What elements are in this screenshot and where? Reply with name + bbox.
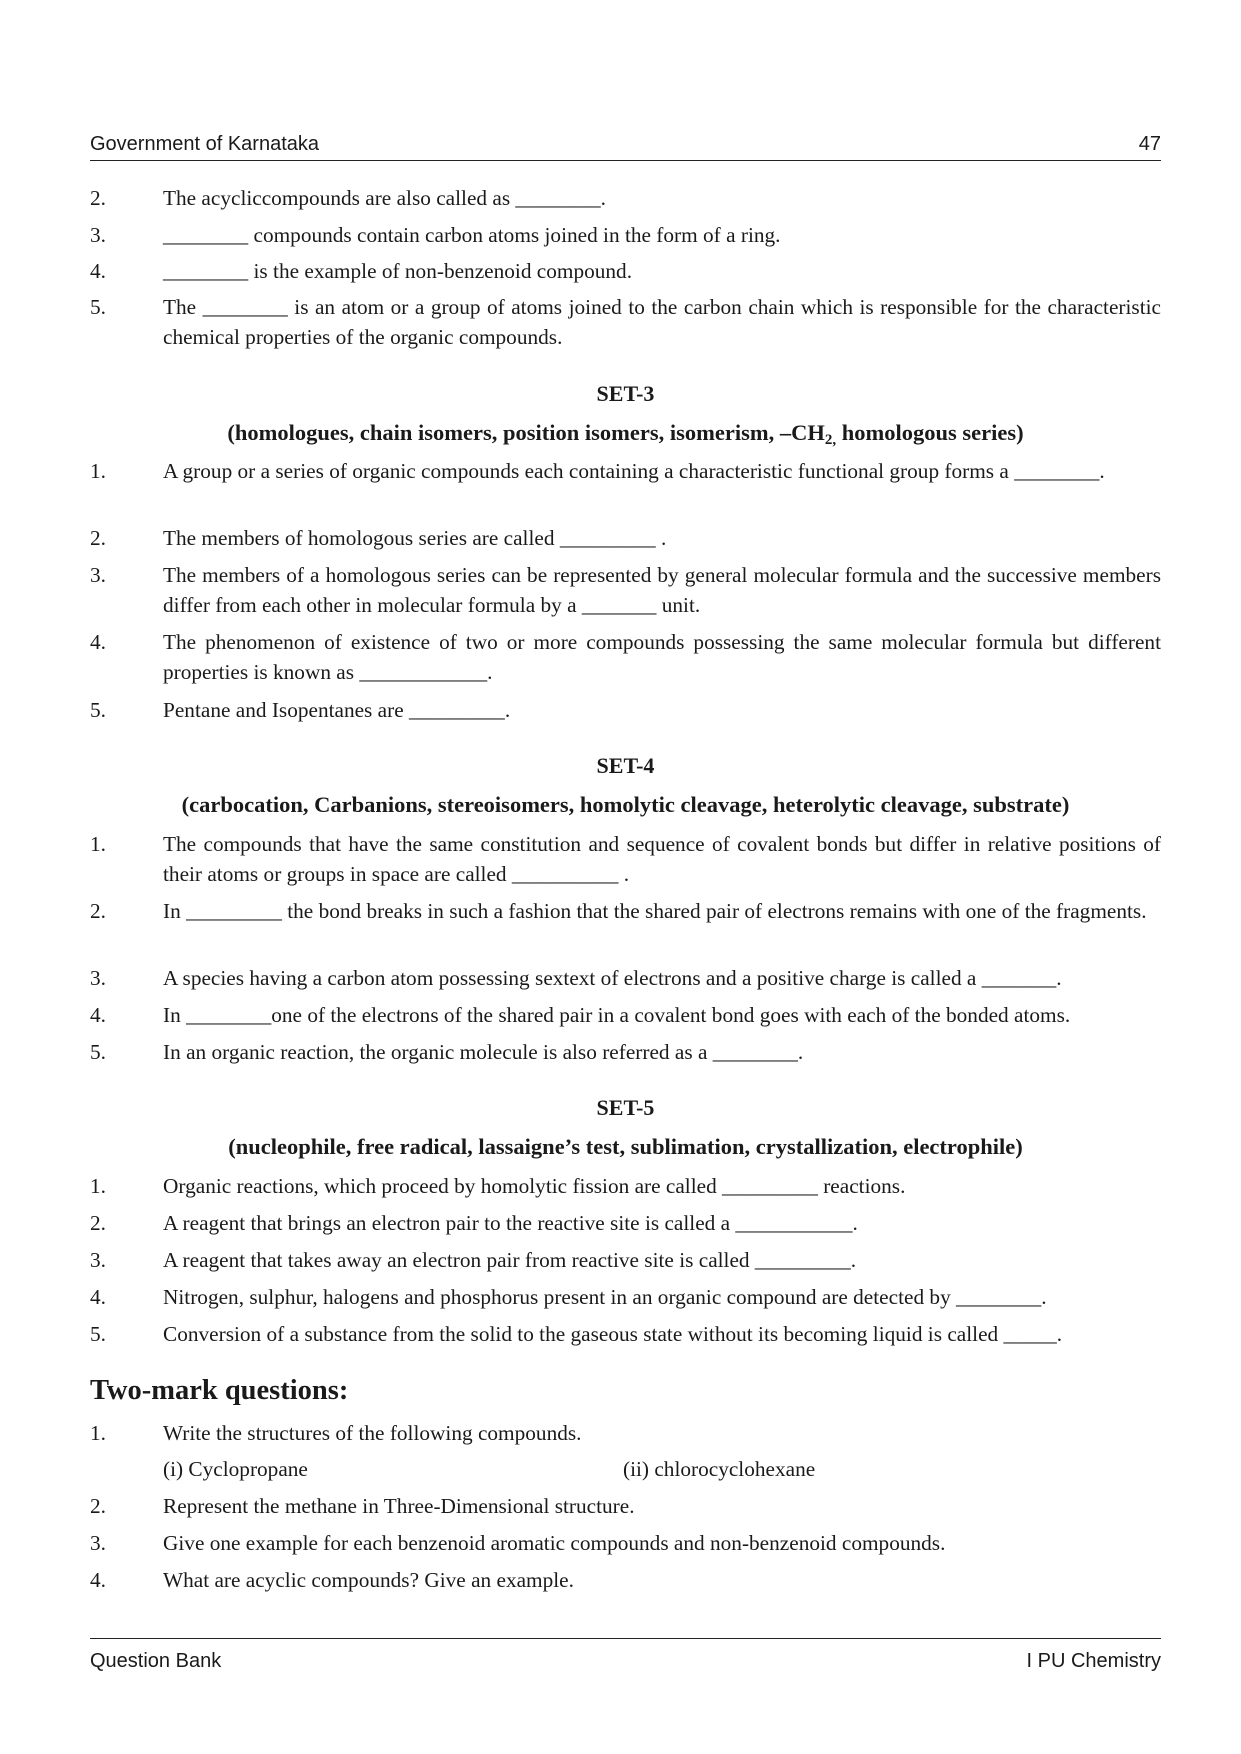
question-item: [90, 1565, 1161, 1595]
footer-right: I PU Chemistry: [1026, 1650, 1161, 1672]
question-number: 1.: [90, 1174, 106, 1198]
question-item: [90, 292, 1161, 352]
question-number: 5.: [90, 698, 106, 722]
question-number: 2.: [90, 1211, 106, 1235]
question-text: In ________one of the electrons of the shared pair in a covalent bond goes with each of the bonded atoms.: [163, 1003, 1071, 1027]
question-item: [90, 220, 1161, 250]
question-number: 4.: [90, 1285, 106, 1309]
question-text: The members of homologous series are called _________ .: [163, 526, 667, 550]
set4-title: SET-4: [596, 753, 655, 778]
option-i: (i) Cyclopropane: [163, 1457, 308, 1481]
question-number: 2.: [90, 899, 106, 923]
question-number: 4.: [90, 1003, 106, 1027]
question-item: [90, 1037, 1161, 1067]
set3-title: SET-3: [596, 381, 655, 406]
question-text: The compounds that have the same constitution and sequence of covalent bonds but differ in relative positions of their atoms or groups in space are called __________ .: [163, 832, 1161, 886]
question-number: 3.: [90, 223, 106, 247]
question-item: [90, 1491, 1161, 1521]
question-text: Nitrogen, sulphur, halogens and phosphorus present in an organic compound are detected by ________.: [163, 1285, 1047, 1309]
question-text: Conversion of a substance from the solid to the gaseous state without its becoming liquid is called _____.: [163, 1322, 1063, 1346]
question-text: Represent the methane in Three-Dimensional structure.: [163, 1494, 635, 1518]
question-text: What are acyclic compounds? Give an example.: [163, 1568, 574, 1592]
question-item: [90, 695, 1161, 725]
question-text: Organic reactions, which proceed by homolytic fission are called _________ reactions.: [163, 1174, 906, 1198]
question-text: The ________ is an atom or a group of atoms joined to the carbon chain which is responsible for the characteristic chemical properties of the organic compounds.: [163, 295, 1161, 349]
question-item: [90, 1282, 1161, 1312]
question-text: A reagent that takes away an electron pair from reactive site is called _________.: [163, 1248, 857, 1272]
question-item: [90, 183, 1161, 213]
question-item: [90, 963, 1161, 993]
question-text: The members of a homologous series can be represented by general molecular formula and the successive members differ from each other in molecular formula by a _______ unit.: [163, 563, 1161, 617]
question-item: [90, 1418, 1161, 1448]
question-text: Write the structures of the following compounds.: [163, 1421, 582, 1445]
question-item: [90, 896, 1161, 926]
question-item: [90, 1319, 1161, 1349]
question-number: 3.: [90, 563, 106, 587]
question-text: In an organic reaction, the organic molecule is also referred as a ________.: [163, 1040, 804, 1064]
question-text: In _________ the bond breaks in such a fashion that the shared pair of electrons remains with one of the fragments.: [163, 899, 1147, 923]
question-text: Pentane and Isopentanes are _________.: [163, 698, 511, 722]
set5-title: SET-5: [596, 1095, 655, 1120]
question-text: A species having a carbon atom possessing sextext of electrons and a positive charge is called a _______.: [163, 966, 1062, 990]
question-number: 5.: [90, 1040, 106, 1064]
question-item: [90, 256, 1161, 286]
question-text: Give one example for each benzenoid aromatic compounds and non-benzenoid compounds.: [163, 1531, 946, 1555]
question-number: 4.: [90, 259, 106, 283]
header-title: Government of Karnataka: [90, 133, 320, 155]
page-number: 47: [1138, 133, 1161, 155]
question-number: 1.: [90, 1421, 106, 1445]
question-text: The phenomenon of existence of two or more compounds possessing the same molecular formula but different properties is known as ____________.: [163, 630, 1161, 684]
question-number: 4.: [90, 630, 106, 654]
question-item: [90, 1245, 1161, 1275]
question-number: 3.: [90, 1531, 106, 1555]
question-number: 5.: [90, 295, 106, 319]
set5-subtitle: (nucleophile, free radical, lassaigne’s test, sublimation, crystallization, electrophile): [228, 1134, 1023, 1159]
question-item: [90, 1208, 1161, 1238]
page-footer: [90, 1638, 1161, 1672]
page-header: [90, 133, 1161, 161]
question-text: ________ compounds contain carbon atoms joined in the form of a ring.: [163, 223, 781, 247]
question-number: 5.: [90, 1322, 106, 1346]
question-number: 2.: [90, 186, 106, 210]
question-item: [90, 560, 1161, 620]
question-number: 2.: [90, 526, 106, 550]
question-text: The acycliccompounds are also called as ________.: [163, 186, 606, 210]
question-text: A group or a series of organic compounds each containing a characteristic functional group forms a ________.: [163, 459, 1105, 483]
set3-subtitle: (homologues, chain isomers, position isomers, isomerism, $-CH_{2,}$ homologous series): [227, 420, 1024, 448]
question-number: 1.: [90, 459, 106, 483]
question-text: ________ is the example of non-benzenoid compound.: [163, 259, 633, 283]
question-number: 2.: [90, 1494, 106, 1518]
question-item: [90, 1000, 1161, 1030]
footer-left: Question Bank: [90, 1650, 222, 1672]
set4-subtitle: (carbocation, Carbanions, stereoisomers, homolytic cleavage, heterolytic cleavage, substrate): [181, 792, 1070, 817]
question-item: [90, 456, 1161, 486]
question-text: A reagent that brings an electron pair to the reactive site is called a ___________.: [163, 1211, 858, 1235]
question-number: 4.: [90, 1568, 106, 1592]
option-ii: (ii) chlorocyclohexane: [623, 1457, 816, 1481]
question-item: [90, 1528, 1161, 1558]
question-item: [90, 523, 1161, 553]
question-number: 3.: [90, 966, 106, 990]
question-item: [90, 829, 1161, 889]
question-number: 1.: [90, 832, 106, 856]
question-number: 3.: [90, 1248, 106, 1272]
question-item: [90, 627, 1161, 687]
question-item: [90, 1171, 1161, 1201]
two-mark-heading: Two-mark questions:: [90, 1375, 349, 1406]
